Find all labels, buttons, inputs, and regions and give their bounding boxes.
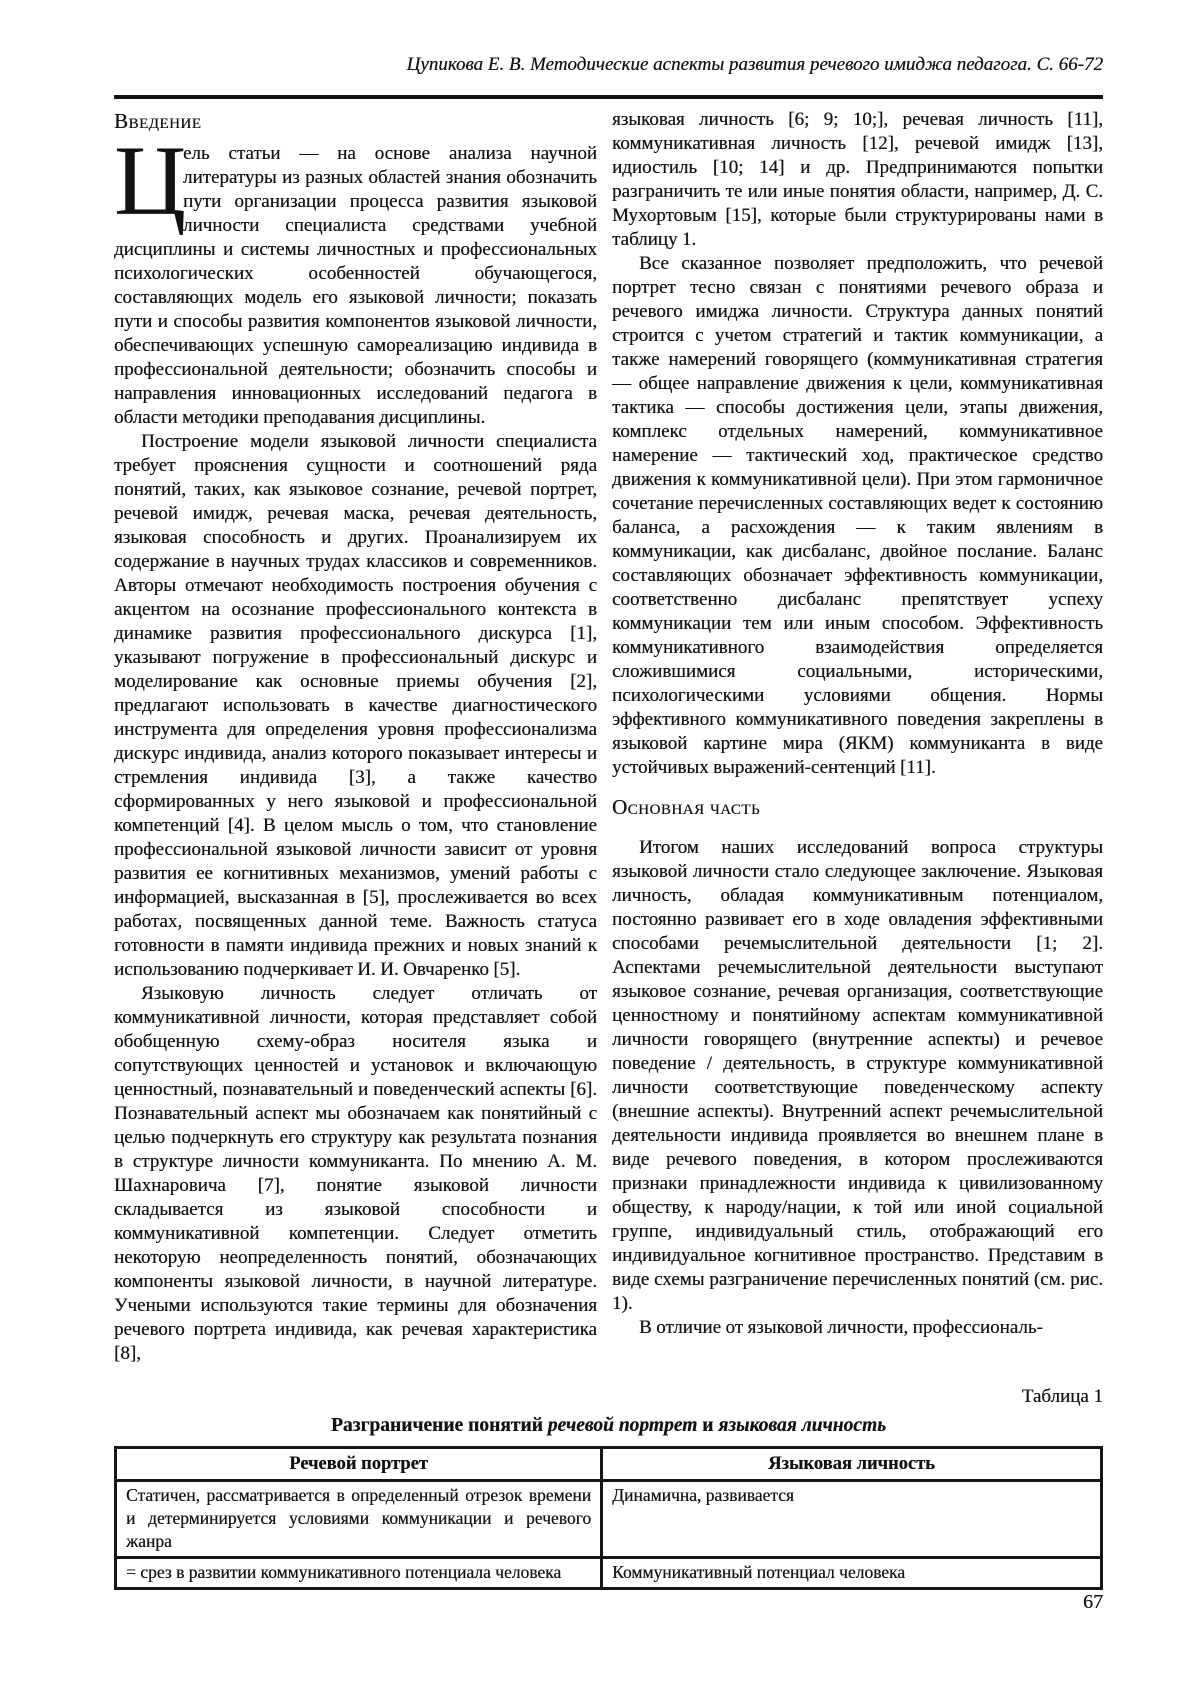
paragraph xyxy=(114,125,597,430)
header-rule xyxy=(114,95,1103,99)
running-head-citation: Цупикова Е. В. Методические аспекты развития речевого имиджа педагога. С. 66-72 xyxy=(406,54,1103,75)
table-row xyxy=(116,1558,1102,1589)
paragraph: Языковую личность следует отличать от коммуникативной личности, которая представляет собой обобщенную схему-образ носителя языка и сопутствующих ценностей и установок и включающую ценностный, познавательный и поведенческий аспекты [6]. Познавательный аспект мы обозначаем как понятийный с целью подчеркнуть его структуру как результата познания в структуре личности коммуниканта. По мнению А. М. Шахнаровича [7], понятие языковой личности складывается из языковой способности и коммуникативной компетенции. Следует отметить некоторую неопределенность понятий, обозначающих компоненты языковой личности, в научной литературе. Учеными используются такие термины для обозначения речевого портрета индивида, как речевая характеристика [8], xyxy=(114,983,597,1364)
page-number: 67 xyxy=(1083,1591,1103,1613)
table-title xyxy=(114,1414,1103,1438)
right-column xyxy=(612,108,1103,1366)
table-cell: Коммуникативный потенциал человека xyxy=(602,1558,1102,1589)
table-header-row xyxy=(116,1448,1102,1481)
paragraph: Построение модели языковой личности специалиста требует прояснения сущности и соотношений ряда понятий, таких, как языковое сознание, речевой портрет, речевой имидж, речевая маска, речевая деятельность, языковая способность и других. Проанализируем их содержание в научных трудах классиков и современников. Авторы отмечают необходимость построения обучения с акцентом на осознание профессионального контекста в динамике развития профессионального дискурса [1], указывают погружение в профессиональный дискурс и моделирование как основные приемы обучения [2], предлагают использовать в качестве диагностического инструмента для определения уровня профессионализма дискурс индивида, анализ которого показывает интересы и стремления индивида [3], а также качество сформированных у него языковой и профессиональной компетенций [4]. В целом мысль о том, что становление профессиональной языковой личности зависит от уровня развития ее когнитивных механизмов, умений работы с информацией, высказанная в [5], прослеживается во всех работах, посвященных данной теме. Важность статуса готовности в памяти индивида прежних и новых знаний к использованию подчеркивает И. И. Овчаренко [5]. xyxy=(114,431,597,980)
concept-comparison-table xyxy=(114,1446,1103,1590)
table-title-conjunction: и xyxy=(697,1415,719,1436)
table-row xyxy=(116,1481,1102,1558)
drop-cap-letter: Ц xyxy=(114,125,187,236)
left-column xyxy=(114,108,597,1366)
table-title-term-speech-portrait: речевой портрет xyxy=(547,1415,698,1436)
paragraph: языковая личность [6; 9; 10;], речевая личность [11], коммуникативная личность [12], речевой имидж [13], идиостиль [10; 14] и др. Предпринимаются попытки разграничить те или иные понятия области, например, Д. С. Мухортовым [15], которые были структурированы нами в таблицу 1. xyxy=(612,109,1103,250)
table-header-language-personality: Языковая личность xyxy=(602,1448,1102,1481)
section-heading-introduction: Введение xyxy=(114,109,202,133)
table-label: Таблица 1 xyxy=(1021,1386,1103,1407)
table-title-prefix: Разграничение понятий xyxy=(330,1415,548,1436)
table-section xyxy=(114,1385,1103,1590)
paragraph: Все сказанное позволяет предположить, что речевой портрет тесно связан с понятиями речевого образа и речевого имиджа личности. Структура данных понятий строится с учетом стратегий и тактик коммуникации, а также намерений говорящего (коммуникативная стратегия — общее направление движения к цели, коммуникативная тактика — способы достижения цели, этапы движения, комплекс отдельных намерений, коммуникативное намерение — тактический ход, практическое средство движения к коммуникативной цели). При этом гармоничное сочетание перечисленных составляющих ведет к состоянию баланса, а расхождения — к таким явлениям в коммуникации, как дисбаланс, двойное послание. Баланс составляющих обозначает эффективность коммуникации, соответственно дисбаланс препятствует успеху коммуникации тем или иным способом. Эффективность коммуникативного взаимодействия определяется сложившимися социальными, историческими, психологическими условиями общения. Нормы эффективного коммуникативного поведения закреплены в языковой картине мира (ЯКМ) коммуниканта в виде устойчивых выражений-сентенций [11]. xyxy=(612,253,1103,778)
section-heading-main-part: Основная часть xyxy=(612,795,761,819)
table-header-speech-portrait: Речевой портрет xyxy=(116,1448,602,1481)
table-title-term-language-personality: языковая личность xyxy=(718,1415,887,1436)
paragraph: В отличие от языковой личности, профессиональ- xyxy=(639,1317,1043,1338)
table-cell: Динамична, развивается xyxy=(602,1481,1102,1558)
article-body xyxy=(114,108,1103,1366)
paragraph-text: ель статьи — на основе анализа научной литературы из разных областей знания обозначить пути организации процесса развития языковой личности специалиста средствами учебной дисциплины и системы личностных и профессиональных психологических особенностей обучающегося, составляющих модель его языковой личности; показать пути и способы развития компонентов языковой личности, обеспечивающих успешную самореализацию индивида в профессиональной деятельности; обозначить способы и направления инновационных исследований педагога в области методики преподавания дисциплины. xyxy=(114,143,597,428)
paragraph: Итогом наших исследований вопроса структуры языковой личности стало следующее заключение. Языковая личность, обладая коммуникативным потенциалом, постоянно развивает его в ходе овладения эффективными способами речемыслительной деятельности [1; 2]. Аспектами речемыслительной деятельности выступают языковое сознание, речевая организация, соответствующие ценностному и понятийному аспектам коммуникативной личности говорящего (внутренние аспекты) и речевое поведение / деятельность, в структуре коммуникативной личности соответствующие поведенческому аспекту (внешние аспекты). Внутренний аспект речемыслительной деятельности индивида проявляется во внешнем плане в виде речевого поведения, в котором прослеживаются признаки принадлежности индивида к цивилизованному обществу, к народу/нации, к той или иной социальной группе, индивидуальный стиль, отображающий его индивидуальное когнитивное пространство. Представим в виде схемы разграничение перечисленных понятий (см. рис. 1). xyxy=(612,837,1103,1314)
table-cell: Статичен, рассматривается в определенный отрезок времени и детерминируется условиями коммуникации и речевого жанра xyxy=(116,1481,602,1558)
table-cell: = срез в развитии коммуникативного потенциала человека xyxy=(116,1558,602,1589)
